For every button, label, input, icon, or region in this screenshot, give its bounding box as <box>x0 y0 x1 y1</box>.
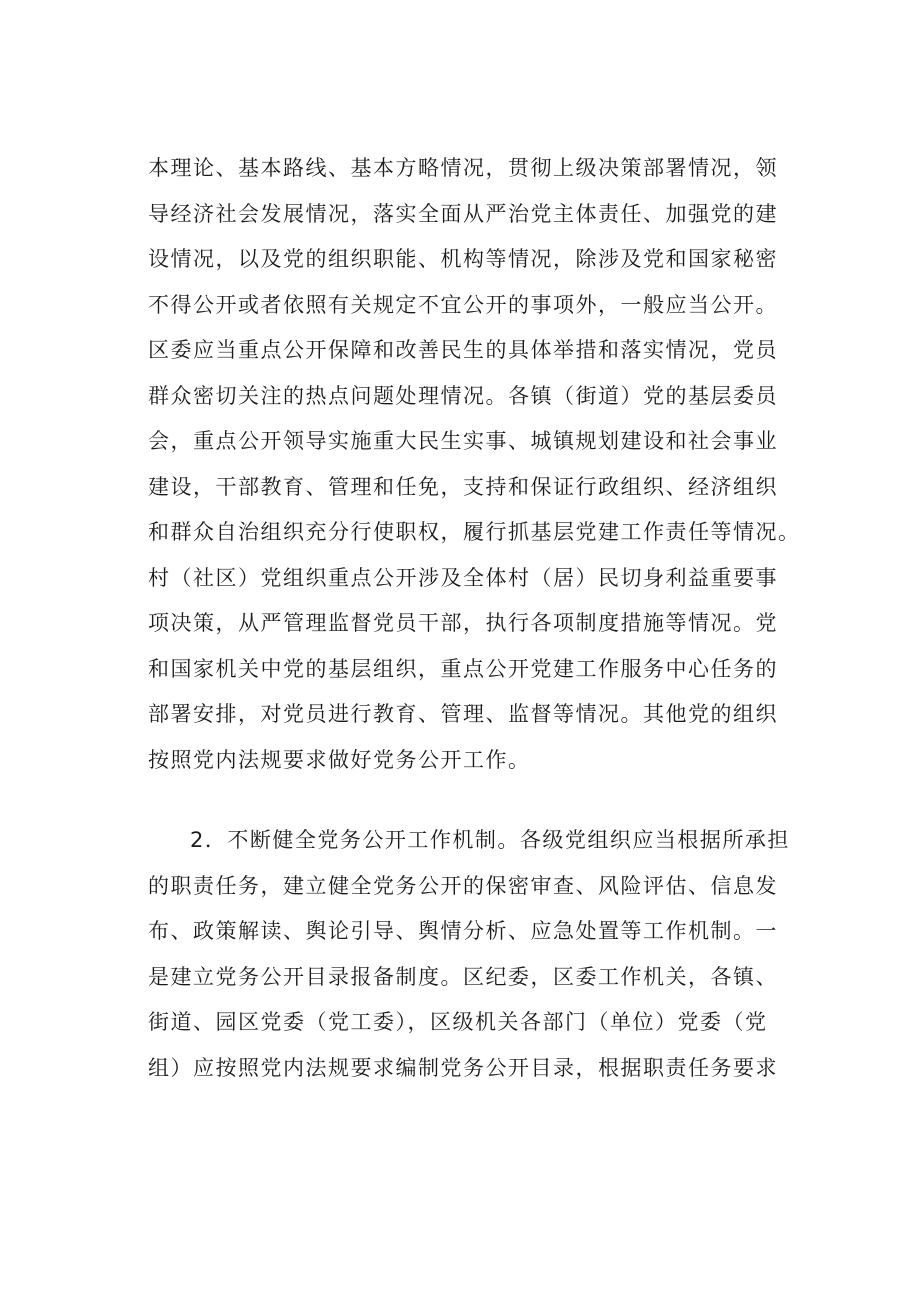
paragraph-1 <box>148 146 828 783</box>
text-line: 布、政策解读、舆论引导、舆情分析、应急处置等工作机制。一 <box>148 919 778 943</box>
text-line: 不得公开或者依照有关规定不宜公开的事项外，一般应当公开。 <box>148 292 778 317</box>
paragraph-2 <box>148 818 828 1091</box>
text-line: 街道、园区党委（党工委），区级机关各部门（单位）党委（党 <box>148 1010 768 1034</box>
text-line: 2．不断健全党务公开工作机制。各级党组织应当根据所承担 <box>190 828 790 852</box>
text-line: 部署安排，对党员进行教育、管理、监督等情况。其他党的组织 <box>148 702 778 726</box>
text-line: 建设，干部教育、管理和任免，支持和保证行政组织、经济组织 <box>148 474 778 499</box>
text-line: 组）应按照党内法规要求编制党务公开目录，根据职责任务要求 <box>148 1055 778 1080</box>
text-line: 项决策，从严管理监督党员干部，执行各项制度措施等情况。党 <box>148 611 778 635</box>
text-line: 和群众自治组织充分行使职权，履行抓基层党建工作责任等情况。 <box>148 520 801 544</box>
text-line: 区委应当重点公开保障和改善民生的具体举措和落实情况，党员 <box>148 338 778 362</box>
text-line: 是建立党务公开目录报备制度。区纪委，区委工作机关，各镇、 <box>148 964 778 989</box>
text-line: 和国家机关中党的基层组织，重点公开党建工作服务中心任务的 <box>148 656 778 681</box>
text-line: 设情况，以及党的组织职能、机构等情况，除涉及党和国家秘密 <box>148 247 778 271</box>
text-line: 导经济社会发展情况，落实全面从严治党主体责任、加强党的建 <box>148 201 778 226</box>
text-line: 按照党内法规要求做好党务公开工作。 <box>148 747 531 772</box>
text-line: 的职责任务，建立健全党务公开的保密审查、风险评估、信息发 <box>148 873 778 898</box>
text-line: 会，重点公开领导实施重大民生实事、城镇规划建设和社会事业 <box>148 429 778 453</box>
text-line: 村（社区）党组织重点公开涉及全体村（居）民切身利益重要事 <box>148 565 778 590</box>
text-line: 群众密切关注的热点问题处理情况。各镇（街道）党的基层委员 <box>148 383 778 408</box>
text-line: 本理论、基本路线、基本方略情况，贯彻上级决策部署情况，领 <box>148 156 778 180</box>
